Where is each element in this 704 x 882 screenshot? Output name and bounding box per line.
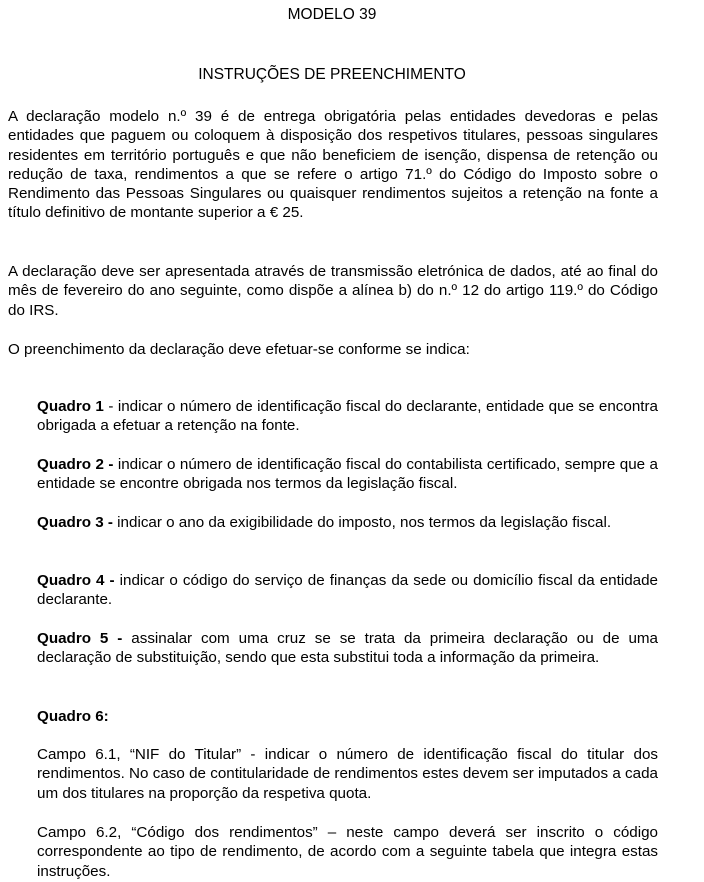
quadro-3-label: Quadro 3 - [37,514,113,531]
quadro-2-label: Quadro 2 - [37,456,114,473]
quadro-3-text: indicar o ano da exigibilidade do imposto, nos termos da legislação fiscal. [112,514,612,531]
document-model-title: MODELO 39 [287,6,377,23]
quadro-1-item [37,397,658,436]
quadro-1-text: - indicar o número de identificação fiscal do declarante, entidade que se encontra obrigada a efetuar a retenção na fonte. [37,398,659,435]
quadro-5-item [37,629,658,668]
intro-paragraph-2: A declaração deve ser apresentada através de transmissão eletrónica de dados, até ao final do mês de fevereiro do ano seguinte, como dispõe a alínea b) do n.º 12 do artigo 119.º do Código do IRS. [8,263,658,319]
intro-paragraph-1: A declaração modelo n.º 39 é de entrega obrigatória pelas entidades devedoras e pelas entidades que paguem ou coloquem à disposição dos respetivos titulares, pessoas singulares residentes em território português e que não beneficiem de isenção, dispensa de retenção ou redução de taxa, rendimentos a que se refere o artigo 71.º do Código do Imposto sobre o Rendimento das Pessoas Singulares ou quaisquer rendimentos sujeitos a retenção na fonte a título definitivo de montante superior a € 25. [8,108,658,222]
quadro-4-label: Quadro 4 - [37,572,115,589]
quadro-5-label: Quadro 5 - [37,630,123,647]
quadro-5-text: assinalar com uma cruz se se trata da primeira declaração ou de uma declaração de substituição, sendo que esta substitui toda a informação da primeira. [37,630,658,667]
quadro-6-heading [37,707,658,726]
quadro-4-text: indicar o código do serviço de finanças da sede ou domicílio fiscal da entidade declarante. [37,572,658,609]
quadro-2-item [37,455,658,494]
campo-6-1-text: Campo 6.1, “NIF do Titular” - indicar o número de identificação fiscal do titular dos rendimentos. No caso de contitularidade de rendimentos estes devem ser imputados a cada um dos titulares na proporção da respetiva quota. [37,746,658,802]
intro-paragraph-3: O preenchimento da declaração deve efetuar-se conforme se indica: [8,341,470,358]
quadro-4-item [37,571,658,610]
campo-6-2-text: Campo 6.2, “Código dos rendimentos” – neste campo deverá ser inscrito o código correspondente ao tipo de rendimento, de acordo com a seguinte tabela que integra estas instruções. [37,824,658,880]
quadro-1-label: Quadro 1 [37,398,104,415]
quadro-6-label: Quadro 6: [37,708,109,725]
quadro-3-item [37,513,658,532]
quadro-2-text: indicar o número de identificação fiscal do contabilista certificado, sempre que a entidade se encontre obrigada nos termos da legislação fiscal. [37,456,658,493]
instructions-heading: INSTRUÇÕES DE PREENCHIMENTO [198,66,466,83]
